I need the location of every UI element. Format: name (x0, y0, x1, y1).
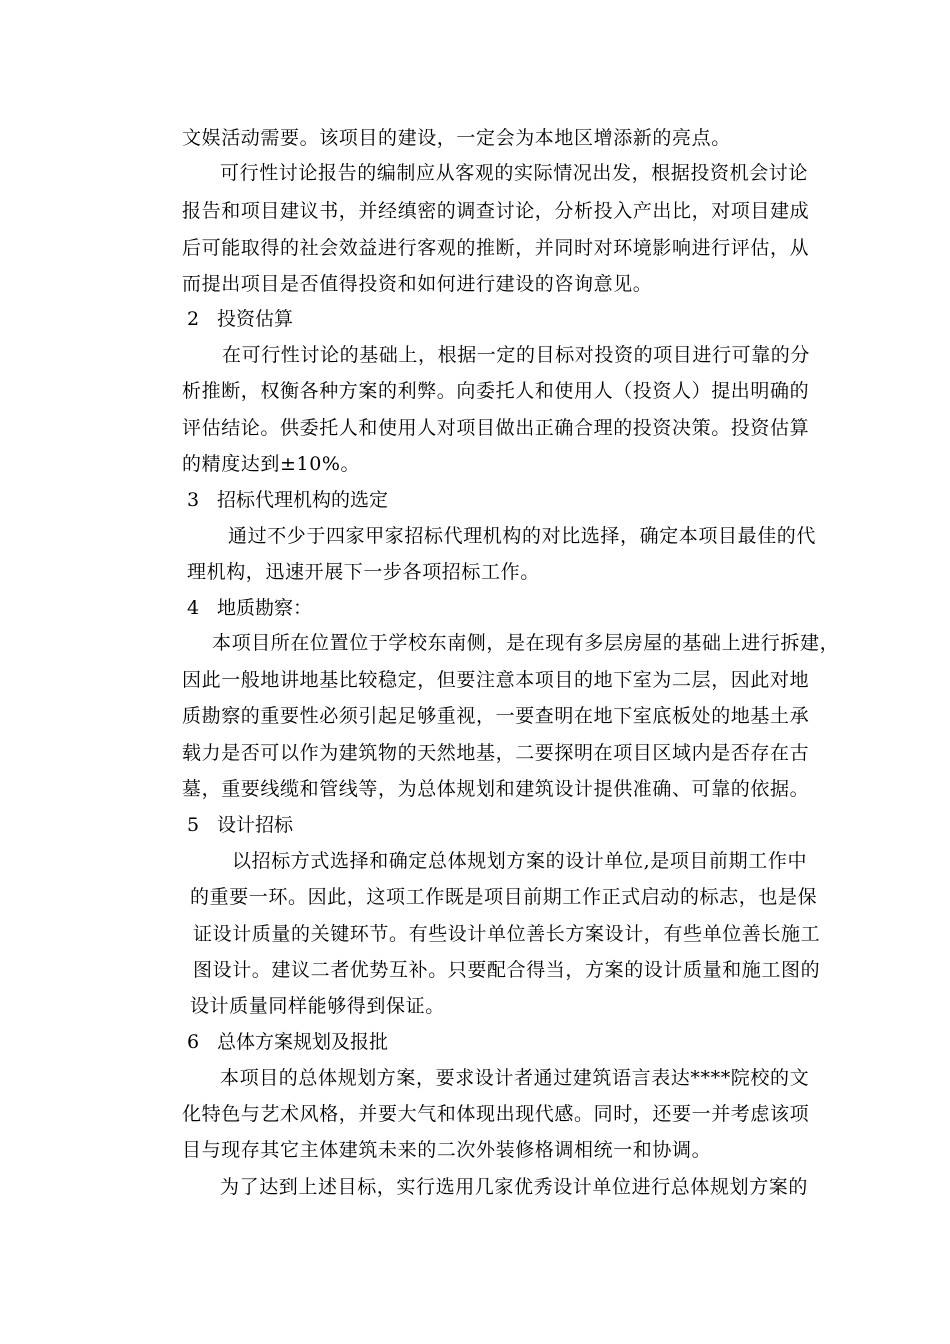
section-title: 地质勘察： (217, 597, 313, 619)
section-number: 6 (187, 1031, 200, 1053)
body-text-line: 析推断，权衡各种方案的利弊。向委托人和使用人（投资人）提出明确的 (182, 380, 810, 402)
body-text-line: 报告和项目建议书，并经缜密的调查讨论，分析投入产出比，对项目建成 (182, 200, 810, 222)
body-text-line: 载力是否可以作为建筑物的天然地基，二要探明在项目区域内是否存在古 (182, 742, 810, 764)
body-text-line: 证设计质量的关键环节。有些设计单位善长方案设计，有些单位善长施工 (193, 923, 821, 945)
body-text-line: 理机构，迅速开展下一步各项招标工作。 (187, 561, 540, 583)
body-text-line: 在可行性讨论的基础上，根据一定的目标对投资的项目进行可靠的分 (222, 344, 811, 366)
body-text-line: 可行性讨论报告的编制应从客观的实际情况出发，根据投资机会讨论 (220, 162, 809, 184)
body-text-line: 后可能取得的社会效益进行客观的推断，并同时对环境影响进行评估，从 (182, 237, 810, 259)
section-number: 5 (187, 814, 200, 836)
section-heading-3 (187, 488, 388, 512)
body-text-line: 因此一般地讲地基比较稳定，但要注意本项目的地下室为二层，因此对地 (182, 669, 810, 691)
section-heading-2 (187, 307, 293, 331)
body-text-line: 的重要一环。因此，这项工作既是项目前期工作正式启动的标志，也是保 (190, 886, 818, 908)
body-text-line: 的精度达到±10%。 (182, 453, 361, 475)
body-text-line: 设计质量同样能够得到保证。 (190, 995, 445, 1017)
section-heading-6 (187, 1030, 388, 1054)
body-text-line: 以招标方式选择和确定总体规划方案的设计单位,是项目前期工作中 (232, 850, 808, 872)
section-title: 总体方案规划及报批 (217, 1031, 389, 1053)
body-text-line: 为了达到上述目标，实行选用几家优秀设计单位进行总体规划方案的 (220, 1176, 809, 1198)
section-number: 2 (187, 308, 200, 330)
section-number: 3 (187, 489, 200, 511)
body-text-line: 通过不少于四家甲家招标代理机构的对比选择，确定本项目最佳的代 (228, 525, 817, 547)
section-heading-4 (187, 596, 312, 620)
section-heading-5 (187, 813, 293, 837)
section-title: 设计招标 (217, 814, 294, 836)
section-title: 投资估算 (217, 308, 294, 330)
body-text-line: 本项目所在位置位于学校东南侧，是在现有多层房屋的基础上进行拆建， (212, 632, 840, 654)
body-text-line: 而提出项目是否值得投资和如何进行建设的咨询意见。 (182, 273, 653, 295)
body-text-line: 评估结论。供委托人和使用人对项目做出正确合理的投资决策。投资估算 (182, 417, 810, 439)
body-text-line: 化特色与艺术风格，并要大气和体现出现代感。同时，还要一并考虑该项 (182, 1103, 810, 1125)
body-text-line: 文娱活动需要。该项目的建设，一定会为本地区增添新的亮点。 (182, 127, 731, 149)
body-text-line: 图设计。建议二者优势互补。只要配合得当，方案的设计质量和施工图的 (193, 959, 821, 981)
body-text-line: 本项目的总体规划方案，要求设计者通过建筑语言表达****院校的文 (220, 1067, 810, 1089)
body-text-line: 质勘察的重要性必须引起足够重视，一要查明在地下室底板处的地基土承 (182, 705, 810, 727)
body-text-line: 墓，重要线缆和管线等，为总体规划和建筑设计提供准确、可靠的依据。 (182, 778, 810, 800)
section-title: 招标代理机构的选定 (217, 489, 389, 511)
body-text-line: 目与现存其它主体建筑未来的二次外装修格调相统一和协调。 (182, 1139, 712, 1161)
section-number: 4 (187, 597, 200, 619)
